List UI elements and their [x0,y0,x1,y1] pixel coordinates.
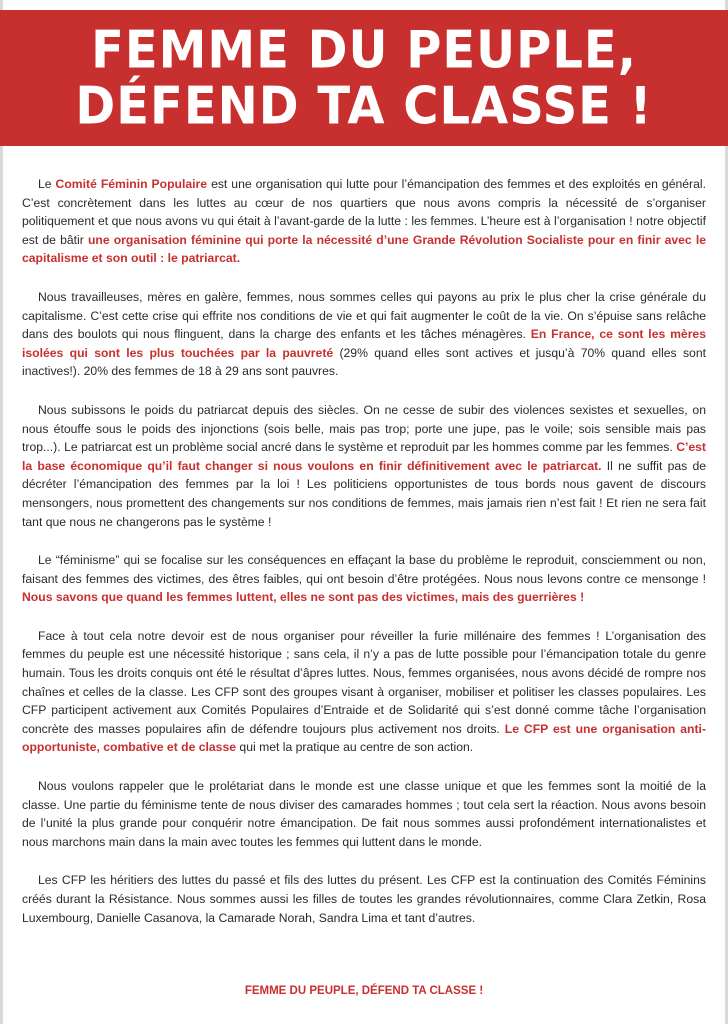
text-run: Il ne suffit pas de décréter l’émancipation des femmes par la loi ! Les politiciens opportunistes de tous bords nous gavent de discours mensongers, nous promettent des changements sur nos conditions de femmes, mais jamais rien n’est fait ! Et rien ne sera fait tant que nous ne changerons pas le système ! [22,458,706,529]
paragraph-crisis [22,288,706,381]
article-body [22,175,706,947]
text-run: qui met la pratique au centre de son action. [236,740,474,755]
paragraph-intro [22,175,706,268]
text-run: est une organisation qui lutte pour l’émancipation des femmes et des exploités en général. C’est concrètement dans les luttes au cœur de nos quartiers que nous avons compris la nécessité de s’organiser politiquement et que nous avons vu qui était à l’avant-garde de la lutte : les femmes. L’heure est à l’organisation ! notre objectif est de bâtir [22,177,706,247]
text-run: Nous travailleuses, mères en galère, femmes, nous sommes celles qui payons au prix le plus cher la crise générale du capitalisme. C’est cette crise qui effrite nos conditions de vie et qui fait augmenter le coût de la vie. On s’épuise sans relâche dans des boulots qui nous flinguent, dans la charge des enfants et les tâches ménagères. [22,289,706,342]
highlight-economic-base: C’est la base économique qu’il faut changer si nous voulons en finir définitivement avec le patriarcat. [22,440,706,473]
highlight-cfp-definition: Le CFP est une organisation anti-opportuniste, combative et de classe [22,721,707,755]
text-run: Nous voulons rappeler que le prolétariat dans le monde est une classe unique et que les femmes sont la moitié de la classe. Une partie du féminisme tente de nous diviser des camarades hommes ; tout cela sert la réaction. Nous avons besoin de l’unité la plus grande pour conquérir notre émancipation. De fait nous sommes aussi profondément internationalistes et nous marchons main dans la main avec toutes les femmes qui luttent dans le monde. [22,779,706,849]
text-run: Le “féminisme” qui se focalise sur les conséquences en effaçant la base du problème le reproduit, consciemment ou non, faisant des femmes des victimes, des êtres faibles, qui ont besoin d’être protégées. Nous nous levons contre ce mensonge ! [22,553,706,586]
page-title-line-1: FEMME DU PEUPLE, [91,19,637,81]
highlight-org-name: Comité Féminin Populaire [55,177,208,191]
paragraph-organize [22,627,706,757]
highlight-warriors: Nous savons que quand les femmes luttent, elles ne sont pas des victimes, mais des guerrières ! [22,590,585,605]
paragraph-feminism [22,551,706,607]
text-run: (29% quand elles sont actives et jusqu’à 70% quand elles sont inactives!). 20% des femmes de 18 à 29 ans sont pauvres. [22,345,706,379]
paragraph-heritage [22,871,706,927]
paragraph-patriarchy [22,401,706,531]
text-run: Les CFP les héritiers des luttes du passé et fils des luttes du présent. Les CFP est la continuation des Comités Féminins créés durant la Résistance. Nous sommes aussi les filles de toutes les grandes révolutionnaires, comme Clara Zetkin, Rosa Luxembourg, Danielle Casanova, la Camarade Norah, Sandra Lima et tant d’autres. [22,873,706,925]
text-run: Face à tout cela notre devoir est de nous organiser pour réveiller la furie millénaire des femmes ! L’organisation des femmes du peuple est une nécessité historique ; sans cela, il n’y a pas de lutte possible pour l’émancipation totale du genre humain. Tous les droits conquis ont été le résultat d’âpres luttes. Nous, femmes organisées, nous avons décidé de rompre nos chaînes et celles de la classe. Les CFP sont des groupes visant à organiser, mobiliser et politiser les classes populaires. Les CFP participent activement aux Comités Populaires d’Entraide et de Solidarité qui s’est donné comme tâche l’organisation concrète des masses populaires afin de défendre toujours plus activement nos droits. [22,628,706,736]
paragraph-proletariat [22,777,706,851]
title-banner [0,10,728,146]
footer-slogan: FEMME DU PEUPLE, DÉFEND TA CLASSE ! [244,985,484,997]
highlight-objective: une organisation féminine qui porte la nécessité d’une Grande Révolution Socialiste pour en finir avec le capitalisme et son outil : le patriarcat. [22,232,706,266]
page-title-line-2: DÉFEND TA CLASSE ! [75,75,653,137]
text-run: Le [38,177,56,191]
highlight-single-mothers: En France, ce sont les mères isolées qui sont les plus touchées par la pauvreté [22,327,706,360]
text-run: Nous subissons le poids du patriarcat depuis des siècles. On ne cesse de subir des violences sexistes et sexuelles, on nous étouffe sous le poids des injonctions (sois belle, mais pas trop; porte une jupe, pas le voile; sois sensible mais pas trop...). Le patriarcat est un problème social ancré dans le système et reproduit par les hommes comme par les femmes. [22,402,706,455]
